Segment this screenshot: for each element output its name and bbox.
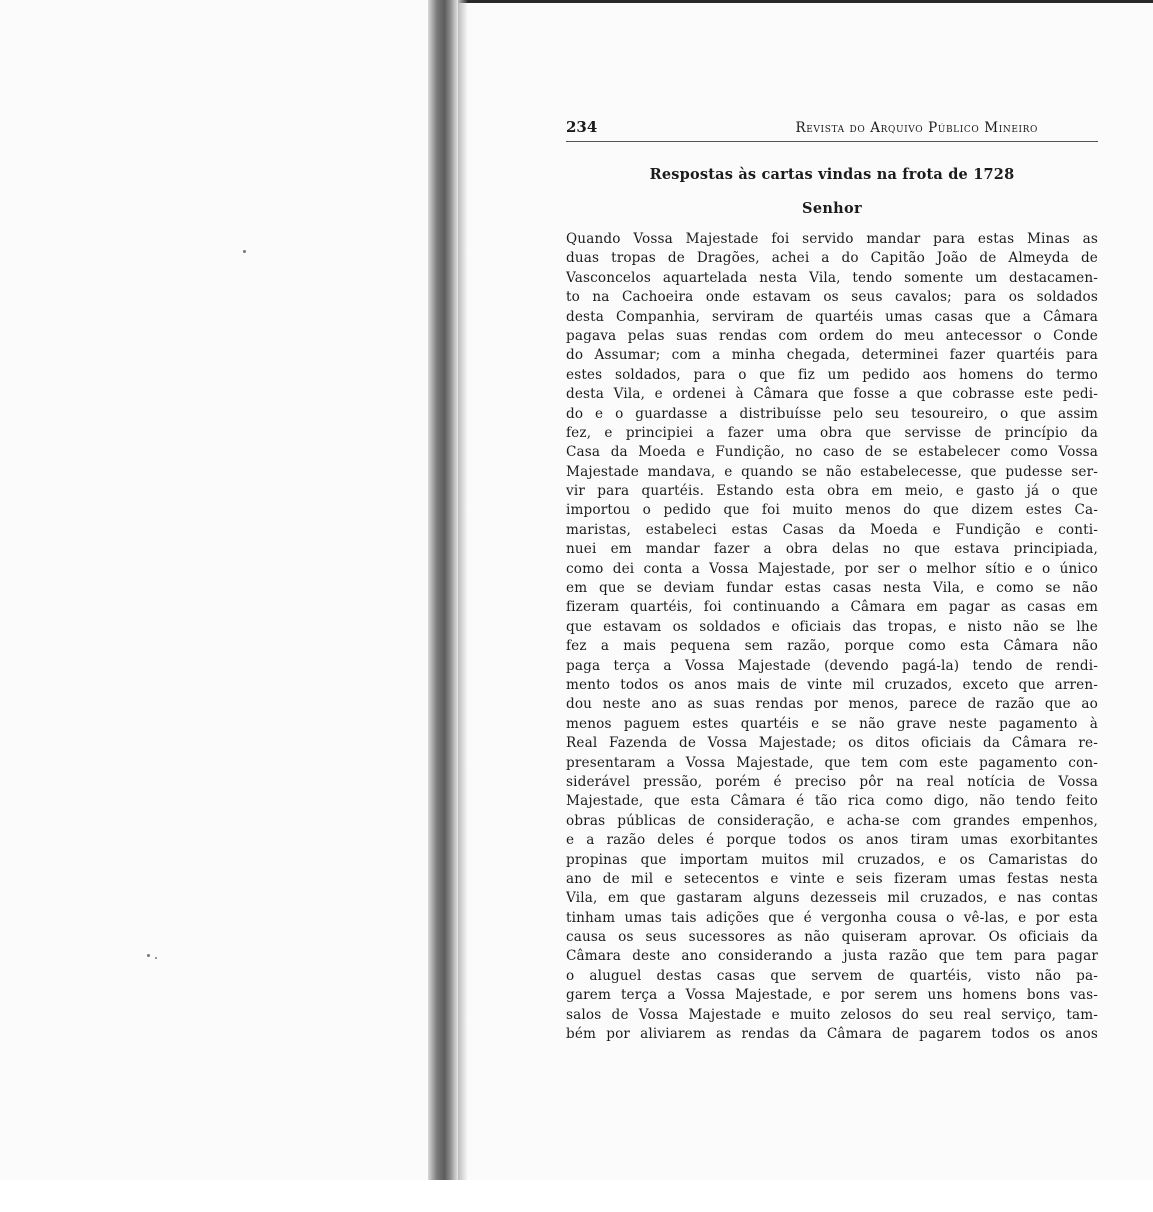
- text-line: fez, e principiei a fazer uma obra que servisse de princípio da: [566, 424, 1098, 441]
- salutation: Senhor: [802, 200, 862, 217]
- page-number: 234: [566, 118, 598, 136]
- text-line: ano de mil e setecentos e vinte e seis fizeram umas festas nesta: [566, 870, 1098, 887]
- text-line: maristas, estabeleci estas Casas da Moeda e Fundição e conti-: [566, 521, 1098, 538]
- text-line: to na Cachoeira onde estavam os seus cavalos; para os soldados: [566, 289, 1098, 306]
- running-title: Revista do Arquivo Público Mineiro: [795, 120, 1038, 136]
- text-line: obras públicas de consideração, e acha-se com grandes empenhos,: [566, 812, 1098, 829]
- dust-speck: [243, 250, 246, 253]
- text-line: causa os seus sucessores as não quiseram aprovar. Os oficiais da: [566, 929, 1098, 946]
- text-line: presentaram a Vossa Majestade, que tem com este pagamento con-: [566, 754, 1098, 771]
- text-line: Quando Vossa Majestade foi servido mandar para estas Minas as: [566, 231, 1098, 247]
- page-bottom-edge: [0, 1180, 1153, 1212]
- book-gutter: [428, 0, 458, 1200]
- text-line: fez a mais pequena sem razão, porque como esta Câmara não: [566, 638, 1098, 655]
- text-line: importou o pedido que foi muito menos do que dizem estes Ca-: [566, 502, 1098, 519]
- page-top-edge: [455, 0, 1153, 3]
- text-line: vir para quartéis. Estando esta obra em meio, e gasto já o que: [566, 483, 1098, 500]
- text-line: desta Companhia, serviram de quartéis umas casas que a Câmara: [566, 308, 1098, 325]
- text-line: salos de Vossa Majestade e muito zelosos do seu real serviço, tam-: [566, 1006, 1098, 1023]
- text-line: Casa da Moeda e Fundição, no caso de se estabelecer como Vossa: [566, 444, 1098, 461]
- text-line: estes soldados, para o que fiz um pedido aos homens do termo: [566, 366, 1098, 383]
- section-heading: Respostas às cartas vindas na frota de 1728: [649, 166, 1015, 183]
- text-line: siderável pressão, porém é preciso pôr na real notícia de Vossa: [566, 773, 1098, 790]
- body-text: [566, 230, 1098, 1044]
- running-head: [566, 118, 1098, 142]
- text-line: desta Vila, e ordenei à Câmara que fosse a que cobrasse este pedi-: [566, 386, 1098, 403]
- text-line: que estavam os soldados e oficiais das tropas, e nisto não se lhe: [566, 618, 1098, 635]
- text-line: em que se deviam fundar estas casas nesta Vila, e como se não: [566, 580, 1098, 597]
- dust-speck: [155, 957, 157, 959]
- text-line: Câmara deste ano considerando a justa razão que tem para pagar: [566, 948, 1098, 965]
- dust-speck: [147, 954, 150, 957]
- text-line: bém por aliviarem as rendas da Câmara de pagarem todos os anos: [566, 1026, 1098, 1043]
- text-line: garem terça a Vossa Majestade, e por serem uns homens bons vas-: [566, 987, 1098, 1004]
- text-line: mento todos os anos mais de vinte mil cruzados, exceto que arren-: [566, 676, 1098, 693]
- text-line: o aluguel destas casas que servem de quartéis, visto não pa-: [566, 967, 1098, 984]
- text-line: pagava pelas suas rendas com ordem do meu antecessor o Conde: [566, 327, 1098, 344]
- text-line: dou neste ano as suas rendas por menos, parece de razão que ao: [566, 696, 1098, 713]
- text-line: Vasconcelos aquartelada nesta Vila, tendo somente um destacamen-: [566, 269, 1098, 286]
- text-line: e a razão deles é porque todos os anos tiram umas exorbitantes: [566, 832, 1098, 849]
- text-line: Real Fazenda de Vossa Majestade; os ditos oficiais da Câmara re-: [566, 735, 1098, 752]
- text-line: menos paguem estes quartéis e se não grave neste pagamento à: [566, 715, 1098, 732]
- text-line: do e o guardasse a distribuísse pelo seu tesoureiro, o que assim: [566, 405, 1098, 422]
- text-line: propinas que importam muitos mil cruzados, e os Camaristas do: [566, 851, 1098, 868]
- text-line: Majestade mandava, e quando se não estabelecesse, que pudesse ser-: [566, 463, 1098, 480]
- document-page: [566, 118, 1098, 1044]
- text-line: Vila, em que gastaram alguns dezesseis mil cruzados, e nas contas: [566, 890, 1098, 907]
- text-line: tinham umas tais adições que é vergonha cousa o vê-las, e por esta: [566, 909, 1098, 926]
- text-line: Majestade, que esta Câmara é tão rica como digo, não tendo feito: [566, 793, 1098, 810]
- text-line: fizeram quartéis, foi continuando a Câmara em pagar as casas em: [566, 599, 1098, 616]
- text-line: do Assumar; com a minha chegada, determinei fazer quartéis para: [566, 347, 1098, 364]
- text-line: nuei em mandar fazer a obra delas no que estava principiada,: [566, 541, 1098, 558]
- text-line: paga terça a Vossa Majestade (devendo pagá-la) tendo de rendi-: [566, 657, 1098, 674]
- gutter-shadow: [458, 0, 468, 1200]
- text-line: duas tropas de Dragões, achei a do Capitão João de Almeyda de: [566, 250, 1098, 267]
- text-line: como dei conta a Vossa Majestade, por ser o melhor sítio e o único: [566, 560, 1098, 577]
